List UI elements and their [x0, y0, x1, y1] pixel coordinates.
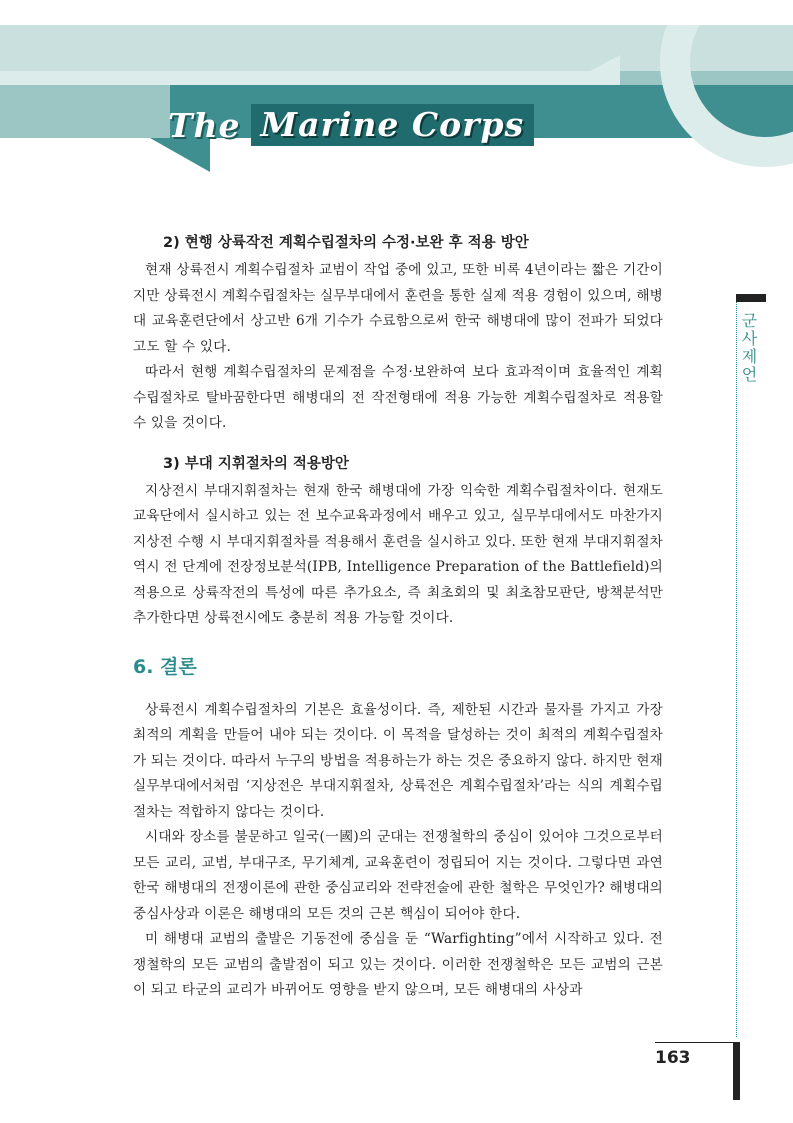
paragraph: 따라서 현행 계획수립절차의 문제점을 수정·보완하여 보다 효과적이며 효율적인 계획수립절차로 탈바꿈한다면 해병대의 전 작전형태에 적용 가능한 계획수립절차로 적용할 수 있을 것이다.	[133, 364, 663, 431]
paragraph: 시대와 장소를 불문하고 일국(一國)의 군대는 전쟁철학의 중심이 있어야 그것으로부터 모든 교리, 교범, 부대구조, 무기체계, 교육훈련이 정립되어 지는 것이다. 그렇다면 과연 한국 해병대의 전쟁이론에 관한 중심교리와 전략전술에 관한 철학은 무엇인가? 해병대의 중심사상과 이론은 해병대의 모든 것의 근본 핵심이 되어야 한다.	[133, 829, 663, 922]
banner-title-rest: Marine Corps	[251, 104, 535, 146]
paragraph: 현재 상륙전시 계획수립절차 교범이 작업 중에 있고, 또한 비록 4년이라는 짧은 기간이지만 상륙전시 계획수립절차는 실무부대에서 훈련을 통한 실제 적용 경험이 있으며, 해병대 교육훈련단에서 상고반 6개 기수가 수료함으로써 한국 해병대에 많이 전파가 되었다고도 할 수 있다.	[133, 262, 663, 355]
banner-title-the: The	[168, 105, 241, 145]
paragraph: 지상전시 부대지휘절차는 현재 한국 해병대에 가장 익숙한 계획수립절차이다. 현재도 교육단에서 실시하고 있는 전 보수교육과정에서 배우고 있고, 실무부대에서도 마찬가지 지상전 수행 시 부대지휘절차를 적용해서 훈련을 실시하고 있다. 또한 현재 부대지휘절차 역시 전 단계에 전장정보분석(IPB, Intelligence Preparation of the Battlefield)의 적용으로 상륙작전의 특성에 따른 추가요소, 즉 최초회의 및 최초참모판단, 방책분석만 추가한다면 상륙전시에도 충분히 적용 가능할 것이다.	[133, 482, 663, 626]
page-number-bar	[733, 1042, 740, 1100]
banner-title	[168, 104, 534, 146]
page-number-rule	[655, 1042, 740, 1043]
banner-graphic	[0, 0, 793, 175]
page-number: 163	[655, 1048, 691, 1068]
header-banner	[0, 0, 793, 175]
side-tab-bar	[736, 294, 766, 302]
paragraph: 미 해병대 교범의 출발은 기동전에 중심을 둔 “Warfighting”에서 시작하고 있다. 전쟁철학의 모든 교범의 출발점이 되고 있는 것이다. 이러한 전쟁철학은 모든 교범의 근본이 되고 타군의 교리가 바뀌어도 영향을 받지 않으며, 모든 해병대의 사상과	[133, 931, 663, 998]
article-body	[133, 228, 663, 1004]
side-tab-dotted-line	[736, 302, 737, 1037]
side-tab-label: 군사제언	[739, 312, 758, 384]
section-heading-conclusion: 6. 결론	[133, 655, 197, 678]
subsection-heading-3: 3) 부대 지휘절차의 적용방안	[163, 455, 349, 472]
subsection-heading-2: 2) 현행 상륙작전 계획수립절차의 수정·보완 후 적용 방안	[163, 235, 529, 251]
paragraph: 상륙전시 계획수립절차의 기본은 효율성이다. 즉, 제한된 시간과 물자를 가지고 가장 최적의 계획을 만들어 내야 되는 것이다. 이 목적을 달성하는 것이 최적의 계획수립절차가 되는 것이다. 따라서 누구의 방법을 적용하는가 하는 것은 중요하지 않다. 하지만 현재 실무부대에서처럼 ‘지상전은 부대지휘절차, 상륙전은 계획수립절차’라는 식의 계획수립절차는 적합하지 않다는 것이다.	[133, 701, 663, 820]
side-tab	[736, 294, 766, 1044]
